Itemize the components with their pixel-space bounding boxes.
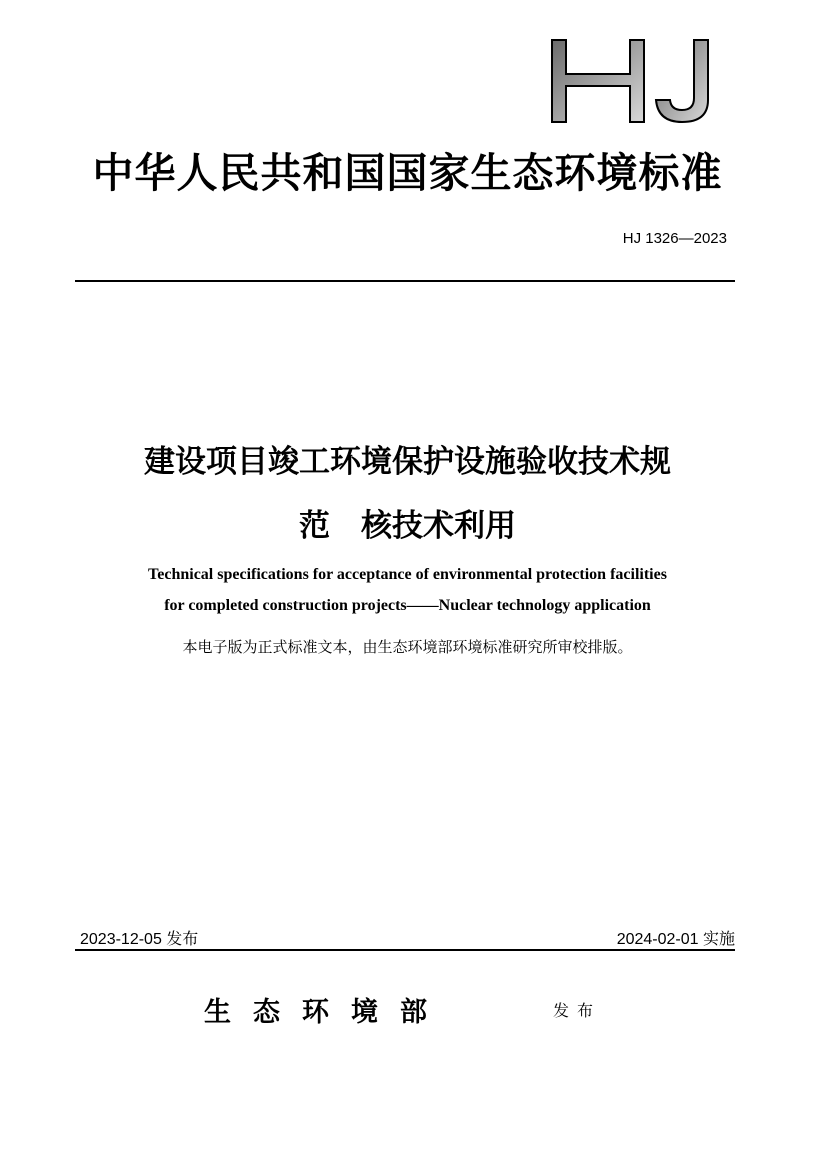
english-title-line-1: Technical specifications for acceptance of environmental protection facilities [148,566,667,583]
issuing-authority: 生态环境部 [204,997,449,1028]
hj-logo [548,38,718,124]
standard-code: HJ 1326—2023 [622,230,727,247]
english-title-line-2: for completed construction projects——Nuclear technology application [164,597,651,614]
issuing-authority-suffix: 发布 [553,1001,602,1020]
divider-top [75,280,735,282]
chinese-title-line-1: 建设项目竣工环境保护设施验收技术规 [144,444,671,480]
divider-bottom [75,949,735,951]
standard-category-title: 中华人民共和国国家生态环境标准 [92,149,723,197]
implementation-date: 2024-02-01 实施 [616,931,735,948]
issue-date: 2023-12-05 发布 [80,931,199,948]
electronic-version-note: 本电子版为正式标准文本，由生态环境部环境标准研究所审校排版。 [182,638,633,656]
chinese-title-line-2: 范 核技术利用 [299,508,516,544]
